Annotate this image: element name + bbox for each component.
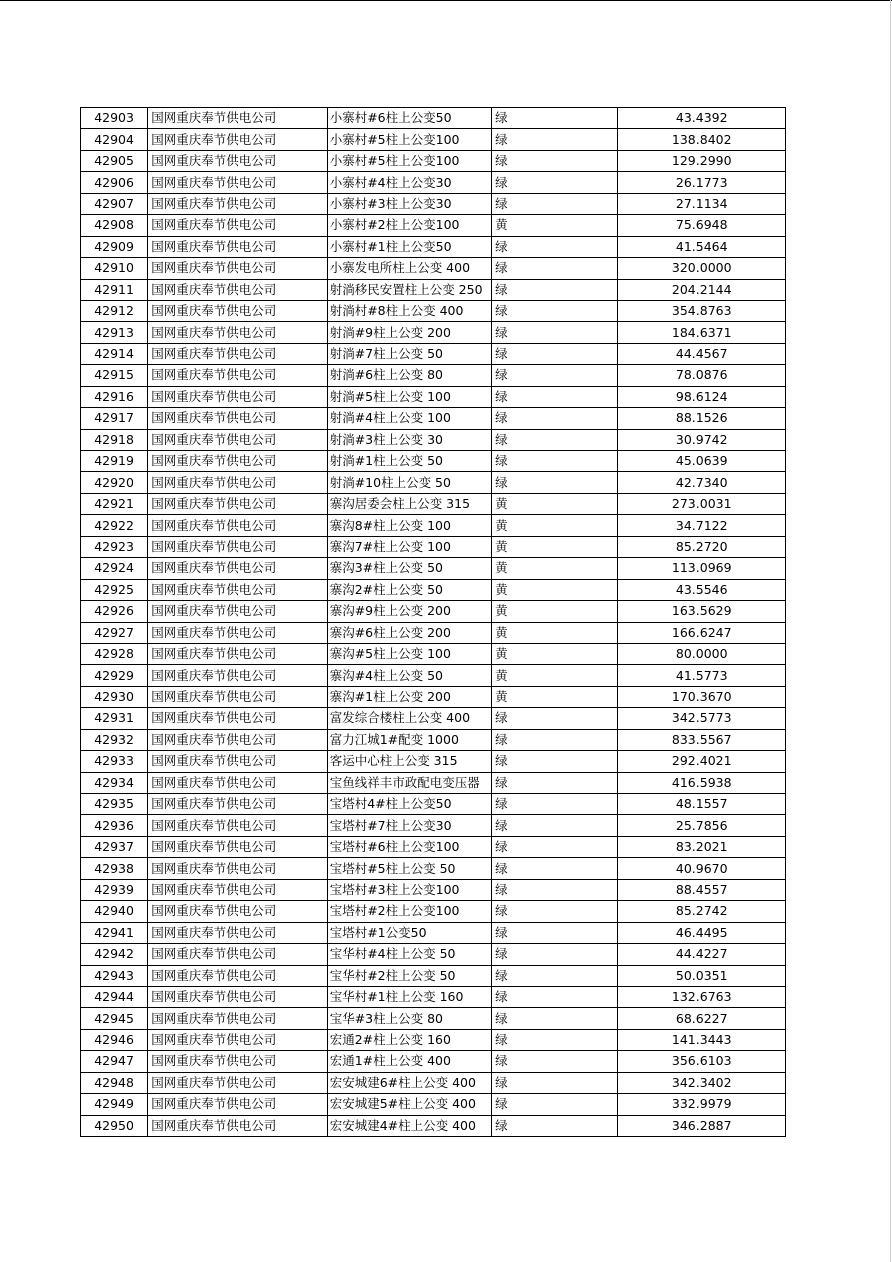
row-id-cell: 42907 <box>81 193 148 214</box>
row-id-cell: 42919 <box>81 451 148 472</box>
value-cell: 27.1134 <box>618 193 786 214</box>
table-row <box>81 365 786 386</box>
company-cell: 国网重庆奉节供电公司 <box>148 965 328 986</box>
value-cell: 342.3402 <box>618 1072 786 1093</box>
value-cell: 80.0000 <box>618 643 786 664</box>
row-id-cell: 42933 <box>81 751 148 772</box>
table-row <box>81 879 786 900</box>
company-cell: 国网重庆奉节供电公司 <box>148 258 328 279</box>
table-row <box>81 772 786 793</box>
company-cell: 国网重庆奉节供电公司 <box>148 944 328 965</box>
status-color-cell: 绿 <box>492 451 618 472</box>
table-row <box>81 429 786 450</box>
table-row <box>81 622 786 643</box>
value-cell: 43.4392 <box>618 108 786 129</box>
transformer-name-cell: 富发综合楼柱上公变 400 <box>327 708 491 729</box>
company-cell: 国网重庆奉节供电公司 <box>148 751 328 772</box>
status-color-cell: 绿 <box>492 965 618 986</box>
table-row <box>81 965 786 986</box>
table-row <box>81 472 786 493</box>
status-color-cell: 绿 <box>492 815 618 836</box>
company-cell: 国网重庆奉节供电公司 <box>148 1072 328 1093</box>
table-row <box>81 172 786 193</box>
row-id-cell: 42932 <box>81 729 148 750</box>
transformer-name-cell: 宏通2#柱上公变 160 <box>327 1029 491 1050</box>
value-cell: 85.2742 <box>618 901 786 922</box>
company-cell: 国网重庆奉节供电公司 <box>148 686 328 707</box>
company-cell: 国网重庆奉节供电公司 <box>148 879 328 900</box>
transformer-name-cell: 寨沟7#柱上公变 100 <box>327 536 491 557</box>
table-body <box>81 108 786 1137</box>
transformer-name-cell: 射淌#10柱上公变 50 <box>327 472 491 493</box>
status-color-cell: 绿 <box>492 258 618 279</box>
transformer-name-cell: 宝华村#4柱上公变 50 <box>327 944 491 965</box>
row-id-cell: 42930 <box>81 686 148 707</box>
table-row <box>81 836 786 857</box>
value-cell: 332.9979 <box>618 1094 786 1115</box>
company-cell: 国网重庆奉节供电公司 <box>148 622 328 643</box>
status-color-cell: 绿 <box>492 300 618 321</box>
row-id-cell: 42942 <box>81 944 148 965</box>
company-cell: 国网重庆奉节供电公司 <box>148 815 328 836</box>
company-cell: 国网重庆奉节供电公司 <box>148 386 328 407</box>
value-cell: 44.4567 <box>618 343 786 364</box>
value-cell: 48.1557 <box>618 794 786 815</box>
table-row <box>81 1008 786 1029</box>
value-cell: 356.6103 <box>618 1051 786 1072</box>
status-color-cell: 绿 <box>492 794 618 815</box>
company-cell: 国网重庆奉节供电公司 <box>148 365 328 386</box>
value-cell: 204.2144 <box>618 279 786 300</box>
company-cell: 国网重庆奉节供电公司 <box>148 729 328 750</box>
table-row <box>81 815 786 836</box>
value-cell: 78.0876 <box>618 365 786 386</box>
status-color-cell: 绿 <box>492 751 618 772</box>
row-id-cell: 42913 <box>81 322 148 343</box>
transformer-name-cell: 寨沟#5柱上公变 100 <box>327 643 491 664</box>
table-row <box>81 1072 786 1093</box>
row-id-cell: 42929 <box>81 665 148 686</box>
status-color-cell: 绿 <box>492 386 618 407</box>
transformer-name-cell: 寨沟3#柱上公变 50 <box>327 558 491 579</box>
row-id-cell: 42938 <box>81 858 148 879</box>
table-row <box>81 386 786 407</box>
company-cell: 国网重庆奉节供电公司 <box>148 172 328 193</box>
value-cell: 354.8763 <box>618 300 786 321</box>
row-id-cell: 42939 <box>81 879 148 900</box>
status-color-cell: 绿 <box>492 429 618 450</box>
value-cell: 320.0000 <box>618 258 786 279</box>
value-cell: 34.7122 <box>618 515 786 536</box>
value-cell: 43.5546 <box>618 579 786 600</box>
status-color-cell: 绿 <box>492 922 618 943</box>
value-cell: 68.6227 <box>618 1008 786 1029</box>
value-cell: 273.0031 <box>618 493 786 514</box>
value-cell: 141.3443 <box>618 1029 786 1050</box>
transformer-name-cell: 宝华村#1柱上公变 160 <box>327 986 491 1007</box>
transformer-name-cell: 寨沟#1柱上公变 200 <box>327 686 491 707</box>
transformer-name-cell: 宝塔村#1公变50 <box>327 922 491 943</box>
table-row <box>81 944 786 965</box>
company-cell: 国网重庆奉节供电公司 <box>148 536 328 557</box>
table-row <box>81 300 786 321</box>
row-id-cell: 42941 <box>81 922 148 943</box>
status-color-cell: 黄 <box>492 215 618 236</box>
transformer-name-cell: 宝塔村#5柱上公变 50 <box>327 858 491 879</box>
table-row <box>81 794 786 815</box>
company-cell: 国网重庆奉节供电公司 <box>148 601 328 622</box>
table-row <box>81 536 786 557</box>
value-cell: 85.2720 <box>618 536 786 557</box>
table-row <box>81 1051 786 1072</box>
company-cell: 国网重庆奉节供电公司 <box>148 901 328 922</box>
row-id-cell: 42931 <box>81 708 148 729</box>
table-row <box>81 279 786 300</box>
value-cell: 88.4557 <box>618 879 786 900</box>
company-cell: 国网重庆奉节供电公司 <box>148 708 328 729</box>
value-cell: 46.4495 <box>618 922 786 943</box>
company-cell: 国网重庆奉节供电公司 <box>148 472 328 493</box>
company-cell: 国网重庆奉节供电公司 <box>148 986 328 1007</box>
table-row <box>81 1094 786 1115</box>
company-cell: 国网重庆奉节供电公司 <box>148 772 328 793</box>
table-row <box>81 686 786 707</box>
table-row <box>81 515 786 536</box>
status-color-cell: 黄 <box>492 686 618 707</box>
status-color-cell: 绿 <box>492 322 618 343</box>
row-id-cell: 42947 <box>81 1051 148 1072</box>
transformer-name-cell: 寨沟居委会柱上公变 315 <box>327 493 491 514</box>
company-cell: 国网重庆奉节供电公司 <box>148 322 328 343</box>
transformer-name-cell: 小寨村#5柱上公变100 <box>327 150 491 171</box>
row-id-cell: 42935 <box>81 794 148 815</box>
transformer-name-cell: 宏安城建5#柱上公变 400 <box>327 1094 491 1115</box>
status-color-cell: 绿 <box>492 472 618 493</box>
table-row <box>81 258 786 279</box>
status-color-cell: 黄 <box>492 536 618 557</box>
company-cell: 国网重庆奉节供电公司 <box>148 279 328 300</box>
value-cell: 83.2021 <box>618 836 786 857</box>
transformer-name-cell: 寨沟8#柱上公变 100 <box>327 515 491 536</box>
row-id-cell: 42918 <box>81 429 148 450</box>
table-row <box>81 322 786 343</box>
transformer-name-cell: 射淌#9柱上公变 200 <box>327 322 491 343</box>
status-color-cell: 绿 <box>492 172 618 193</box>
row-id-cell: 42948 <box>81 1072 148 1093</box>
value-cell: 44.4227 <box>618 944 786 965</box>
status-color-cell: 绿 <box>492 879 618 900</box>
company-cell: 国网重庆奉节供电公司 <box>148 558 328 579</box>
value-cell: 25.7856 <box>618 815 786 836</box>
value-cell: 416.5938 <box>618 772 786 793</box>
row-id-cell: 42922 <box>81 515 148 536</box>
row-id-cell: 42914 <box>81 343 148 364</box>
company-cell: 国网重庆奉节供电公司 <box>148 922 328 943</box>
table-row <box>81 708 786 729</box>
transformer-name-cell: 射淌#5柱上公变 100 <box>327 386 491 407</box>
status-color-cell: 黄 <box>492 515 618 536</box>
transformer-name-cell: 寨沟2#柱上公变 50 <box>327 579 491 600</box>
value-cell: 132.6763 <box>618 986 786 1007</box>
row-id-cell: 42925 <box>81 579 148 600</box>
status-color-cell: 绿 <box>492 986 618 1007</box>
value-cell: 138.8402 <box>618 129 786 150</box>
value-cell: 170.3670 <box>618 686 786 707</box>
row-id-cell: 42915 <box>81 365 148 386</box>
table-row <box>81 1029 786 1050</box>
table-row <box>81 986 786 1007</box>
row-id-cell: 42949 <box>81 1094 148 1115</box>
table-row <box>81 729 786 750</box>
row-id-cell: 42909 <box>81 236 148 257</box>
table-row <box>81 193 786 214</box>
status-color-cell: 绿 <box>492 1051 618 1072</box>
status-color-cell: 绿 <box>492 1008 618 1029</box>
transformer-name-cell: 富力江城1#配变 1000 <box>327 729 491 750</box>
status-color-cell: 黄 <box>492 601 618 622</box>
status-color-cell: 绿 <box>492 901 618 922</box>
company-cell: 国网重庆奉节供电公司 <box>148 515 328 536</box>
table-row <box>81 215 786 236</box>
page-right-border <box>890 0 891 1262</box>
company-cell: 国网重庆奉节供电公司 <box>148 1094 328 1115</box>
transformer-name-cell: 射淌村#8柱上公变 400 <box>327 300 491 321</box>
value-cell: 41.5773 <box>618 665 786 686</box>
company-cell: 国网重庆奉节供电公司 <box>148 1115 328 1136</box>
company-cell: 国网重庆奉节供电公司 <box>148 451 328 472</box>
row-id-cell: 42940 <box>81 901 148 922</box>
company-cell: 国网重庆奉节供电公司 <box>148 836 328 857</box>
transformer-name-cell: 客运中心柱上公变 315 <box>327 751 491 772</box>
transformer-name-cell: 宝塔村#3柱上公变100 <box>327 879 491 900</box>
transformer-name-cell: 小寨村#3柱上公变30 <box>327 193 491 214</box>
status-color-cell: 绿 <box>492 150 618 171</box>
row-id-cell: 42908 <box>81 215 148 236</box>
status-color-cell: 绿 <box>492 236 618 257</box>
transformer-name-cell: 宝塔村#6柱上公变100 <box>327 836 491 857</box>
transformer-name-cell: 小寨村#1柱上公变50 <box>327 236 491 257</box>
row-id-cell: 42924 <box>81 558 148 579</box>
status-color-cell: 绿 <box>492 772 618 793</box>
company-cell: 国网重庆奉节供电公司 <box>148 300 328 321</box>
table-row <box>81 108 786 129</box>
row-id-cell: 42910 <box>81 258 148 279</box>
company-cell: 国网重庆奉节供电公司 <box>148 794 328 815</box>
company-cell: 国网重庆奉节供电公司 <box>148 858 328 879</box>
page-top-border <box>0 0 892 1</box>
value-cell: 292.4021 <box>618 751 786 772</box>
row-id-cell: 42937 <box>81 836 148 857</box>
company-cell: 国网重庆奉节供电公司 <box>148 343 328 364</box>
transformer-table <box>80 107 786 1137</box>
transformer-name-cell: 宝塔村#7柱上公变30 <box>327 815 491 836</box>
company-cell: 国网重庆奉节供电公司 <box>148 215 328 236</box>
transformer-name-cell: 宝华村#2柱上公变 50 <box>327 965 491 986</box>
transformer-name-cell: 寨沟#9柱上公变 200 <box>327 601 491 622</box>
row-id-cell: 42927 <box>81 622 148 643</box>
status-color-cell: 黄 <box>492 665 618 686</box>
value-cell: 26.1773 <box>618 172 786 193</box>
row-id-cell: 42950 <box>81 1115 148 1136</box>
row-id-cell: 42946 <box>81 1029 148 1050</box>
status-color-cell: 绿 <box>492 836 618 857</box>
row-id-cell: 42903 <box>81 108 148 129</box>
company-cell: 国网重庆奉节供电公司 <box>148 493 328 514</box>
table-row <box>81 858 786 879</box>
value-cell: 50.0351 <box>618 965 786 986</box>
row-id-cell: 42944 <box>81 986 148 1007</box>
transformer-name-cell: 射淌#3柱上公变 30 <box>327 429 491 450</box>
table-row <box>81 493 786 514</box>
row-id-cell: 42916 <box>81 386 148 407</box>
table-row <box>81 129 786 150</box>
status-color-cell: 绿 <box>492 1094 618 1115</box>
status-color-cell: 绿 <box>492 343 618 364</box>
transformer-name-cell: 小寨村#2柱上公变100 <box>327 215 491 236</box>
transformer-name-cell: 射淌#1柱上公变 50 <box>327 451 491 472</box>
row-id-cell: 42945 <box>81 1008 148 1029</box>
status-color-cell: 绿 <box>492 944 618 965</box>
transformer-name-cell: 小寨村#4柱上公变30 <box>327 172 491 193</box>
company-cell: 国网重庆奉节供电公司 <box>148 108 328 129</box>
row-id-cell: 42904 <box>81 129 148 150</box>
table-row <box>81 751 786 772</box>
row-id-cell: 42921 <box>81 493 148 514</box>
company-cell: 国网重庆奉节供电公司 <box>148 408 328 429</box>
value-cell: 42.7340 <box>618 472 786 493</box>
transformer-name-cell: 射淌#6柱上公变 80 <box>327 365 491 386</box>
status-color-cell: 绿 <box>492 108 618 129</box>
value-cell: 75.6948 <box>618 215 786 236</box>
transformer-name-cell: 宏安城建6#柱上公变 400 <box>327 1072 491 1093</box>
company-cell: 国网重庆奉节供电公司 <box>148 665 328 686</box>
company-cell: 国网重庆奉节供电公司 <box>148 236 328 257</box>
company-cell: 国网重庆奉节供电公司 <box>148 643 328 664</box>
table-row <box>81 236 786 257</box>
status-color-cell: 绿 <box>492 1029 618 1050</box>
status-color-cell: 绿 <box>492 279 618 300</box>
row-id-cell: 42936 <box>81 815 148 836</box>
value-cell: 833.5567 <box>618 729 786 750</box>
status-color-cell: 绿 <box>492 858 618 879</box>
value-cell: 342.5773 <box>618 708 786 729</box>
value-cell: 41.5464 <box>618 236 786 257</box>
row-id-cell: 42917 <box>81 408 148 429</box>
table-row <box>81 150 786 171</box>
company-cell: 国网重庆奉节供电公司 <box>148 579 328 600</box>
transformer-name-cell: 寨沟#4柱上公变 50 <box>327 665 491 686</box>
status-color-cell: 黄 <box>492 622 618 643</box>
status-color-cell: 绿 <box>492 1072 618 1093</box>
company-cell: 国网重庆奉节供电公司 <box>148 429 328 450</box>
table-row <box>81 579 786 600</box>
status-color-cell: 绿 <box>492 365 618 386</box>
value-cell: 163.5629 <box>618 601 786 622</box>
transformer-name-cell: 宝塔村4#柱上公变50 <box>327 794 491 815</box>
transformer-name-cell: 宝塔村#2柱上公变100 <box>327 901 491 922</box>
row-id-cell: 42912 <box>81 300 148 321</box>
row-id-cell: 42943 <box>81 965 148 986</box>
transformer-name-cell: 小寨村#5柱上公变100 <box>327 129 491 150</box>
row-id-cell: 42911 <box>81 279 148 300</box>
value-cell: 30.9742 <box>618 429 786 450</box>
status-color-cell: 绿 <box>492 193 618 214</box>
value-cell: 129.2990 <box>618 150 786 171</box>
row-id-cell: 42906 <box>81 172 148 193</box>
transformer-name-cell: 宝华#3柱上公变 80 <box>327 1008 491 1029</box>
row-id-cell: 42926 <box>81 601 148 622</box>
table-row <box>81 665 786 686</box>
company-cell: 国网重庆奉节供电公司 <box>148 1008 328 1029</box>
status-color-cell: 绿 <box>492 708 618 729</box>
value-cell: 88.1526 <box>618 408 786 429</box>
status-color-cell: 黄 <box>492 493 618 514</box>
table-row <box>81 1115 786 1136</box>
value-cell: 40.9670 <box>618 858 786 879</box>
transformer-name-cell: 宏通1#柱上公变 400 <box>327 1051 491 1072</box>
table-row <box>81 601 786 622</box>
table-row <box>81 408 786 429</box>
value-cell: 184.6371 <box>618 322 786 343</box>
status-color-cell: 黄 <box>492 579 618 600</box>
value-cell: 45.0639 <box>618 451 786 472</box>
company-cell: 国网重庆奉节供电公司 <box>148 1051 328 1072</box>
table-row <box>81 922 786 943</box>
status-color-cell: 绿 <box>492 729 618 750</box>
table-row <box>81 451 786 472</box>
table-row <box>81 343 786 364</box>
company-cell: 国网重庆奉节供电公司 <box>148 129 328 150</box>
transformer-name-cell: 小寨村#6柱上公变50 <box>327 108 491 129</box>
transformer-name-cell: 宏安城建4#柱上公变 400 <box>327 1115 491 1136</box>
transformer-name-cell: 寨沟#6柱上公变 200 <box>327 622 491 643</box>
row-id-cell: 42923 <box>81 536 148 557</box>
status-color-cell: 黄 <box>492 558 618 579</box>
transformer-name-cell: 宝鱼线祥丰市政配电变压器 <box>327 772 491 793</box>
row-id-cell: 42905 <box>81 150 148 171</box>
company-cell: 国网重庆奉节供电公司 <box>148 1029 328 1050</box>
value-cell: 98.6124 <box>618 386 786 407</box>
status-color-cell: 黄 <box>492 643 618 664</box>
company-cell: 国网重庆奉节供电公司 <box>148 193 328 214</box>
row-id-cell: 42934 <box>81 772 148 793</box>
transformer-name-cell: 射淌移民安置柱上公变 250 <box>327 279 491 300</box>
table-row <box>81 643 786 664</box>
status-color-cell: 绿 <box>492 408 618 429</box>
value-cell: 346.2887 <box>618 1115 786 1136</box>
transformer-name-cell: 射淌#7柱上公变 50 <box>327 343 491 364</box>
table-row <box>81 901 786 922</box>
row-id-cell: 42920 <box>81 472 148 493</box>
status-color-cell: 绿 <box>492 1115 618 1136</box>
status-color-cell: 绿 <box>492 129 618 150</box>
transformer-name-cell: 射淌#4柱上公变 100 <box>327 408 491 429</box>
value-cell: 113.0969 <box>618 558 786 579</box>
company-cell: 国网重庆奉节供电公司 <box>148 150 328 171</box>
table-row <box>81 558 786 579</box>
value-cell: 166.6247 <box>618 622 786 643</box>
row-id-cell: 42928 <box>81 643 148 664</box>
transformer-name-cell: 小寨发电所柱上公变 400 <box>327 258 491 279</box>
